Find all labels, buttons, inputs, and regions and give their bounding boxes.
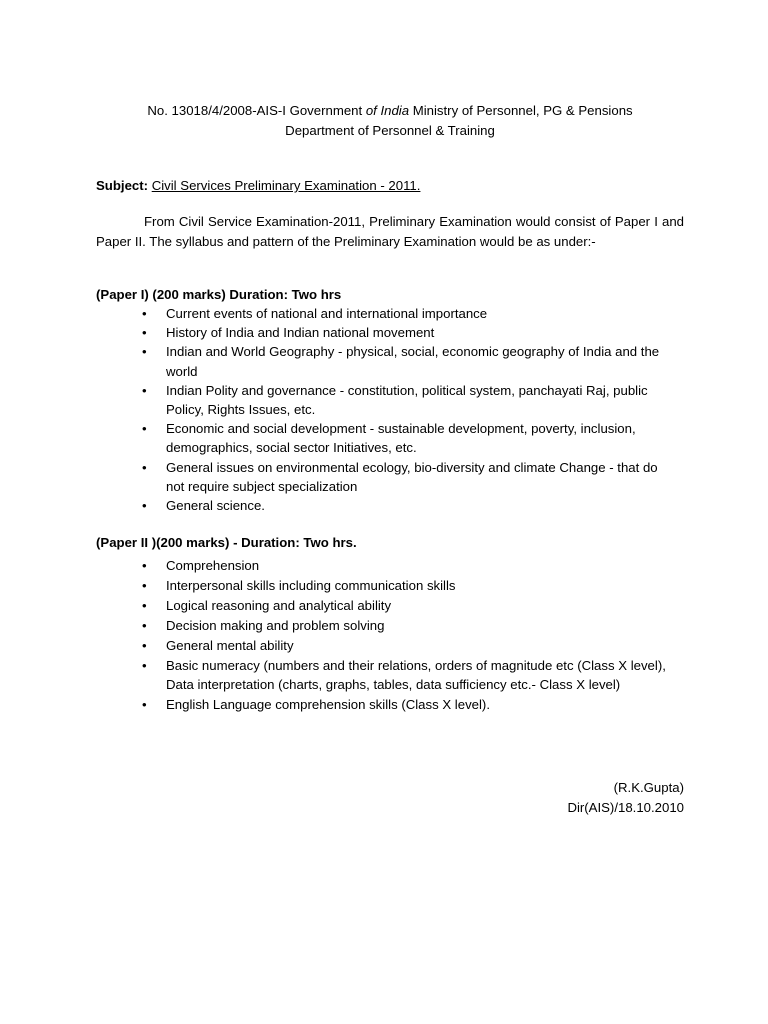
list-item-text: Decision making and problem solving — [166, 618, 385, 633]
list-item — [96, 556, 684, 575]
signatory-designation: Dir(AIS)/18.10.2010 — [567, 800, 684, 815]
paper1-title: (Paper I) (200 marks) Duration: Two hrs — [96, 287, 342, 302]
header-ministry-text: Ministry of Personnel, PG & Pensions — [409, 103, 633, 118]
paper2-title: (Paper II )(200 marks) - Duration: Two hrs. — [96, 535, 357, 550]
list-item-text: Interpersonal skills including communication skills — [166, 578, 456, 593]
paper2-list — [96, 556, 684, 715]
list-item-text: History of India and Indian national movement — [166, 325, 435, 341]
list-item-text: English Language comprehension skills (Class X level). — [166, 697, 490, 712]
signature-block — [567, 778, 684, 818]
list-item-text: Comprehension — [166, 558, 260, 573]
list-item — [96, 458, 684, 496]
bullet-icon: • — [142, 658, 147, 673]
list-item-text: Logical reasoning and analytical ability — [166, 598, 392, 613]
list-item — [96, 304, 684, 323]
bullet-icon: • — [142, 421, 147, 437]
list-item-text: Indian and World Geography - physical, social, economic geography of India and the world — [166, 344, 660, 379]
list-item-text: General mental ability — [166, 638, 294, 653]
bullet-icon: • — [142, 598, 147, 613]
list-item-text: Indian Polity and governance - constitution, political system, panchayati Raj, public Policy, Rights Issues, etc. — [166, 382, 648, 418]
bullet-icon: • — [142, 697, 147, 712]
subject-text: Civil Services Preliminary Examination - 2011. — [151, 178, 421, 193]
list-item — [96, 616, 684, 635]
list-item — [96, 656, 684, 694]
list-item — [96, 576, 684, 595]
subject-line — [96, 176, 420, 195]
list-item-text: Economic and social development - sustainable development, poverty, inclusion, demographics, social sector Initiatives, etc. — [166, 421, 636, 456]
list-item — [96, 342, 684, 380]
bullet-icon: • — [142, 325, 147, 341]
subject-label: Subject: — [96, 178, 149, 193]
intro-paragraph: From Civil Service Examination-2011, Preliminary Examination would consist of Paper I and Paper II. The syllabus and pattern of the Preliminary Examination would be as under:- — [96, 214, 684, 249]
list-item-text: General science. — [166, 498, 265, 514]
bullet-icon: • — [142, 306, 147, 321]
list-item — [96, 419, 684, 457]
signatory-name: (R.K.Gupta) — [613, 780, 684, 795]
list-item — [96, 596, 684, 615]
header-line-1 — [96, 101, 684, 121]
list-item — [96, 695, 684, 714]
bullet-icon: • — [142, 618, 147, 633]
list-item — [96, 636, 684, 655]
bullet-icon: • — [142, 498, 147, 514]
bullet-icon: • — [142, 638, 147, 653]
bullet-icon: • — [142, 459, 147, 475]
list-item-text: Basic numeracy (numbers and their relations, orders of magnitude etc (Class X level), Data interpretation (charts, graphs, tables, data sufficiency etc.- Class X level) — [166, 658, 666, 692]
list-item — [96, 381, 684, 419]
header-line-2: Department of Personnel & Training — [285, 122, 495, 138]
bullet-icon: • — [142, 382, 147, 398]
header-italic-text: of India — [365, 103, 410, 118]
header-ref-text: No. 13018/4/2008-AIS-I Government — [147, 103, 366, 118]
list-item-text: Current events of national and international importance — [166, 306, 488, 321]
paper1-list — [96, 304, 684, 515]
list-item — [96, 323, 684, 342]
list-item — [96, 496, 684, 515]
bullet-icon: • — [142, 344, 147, 360]
document-header — [96, 101, 684, 140]
list-item-text: General issues on environmental ecology, bio-diversity and climate Change - that do not require subject specialization — [166, 459, 658, 494]
bullet-icon: • — [142, 558, 147, 573]
bullet-icon: • — [142, 578, 147, 593]
